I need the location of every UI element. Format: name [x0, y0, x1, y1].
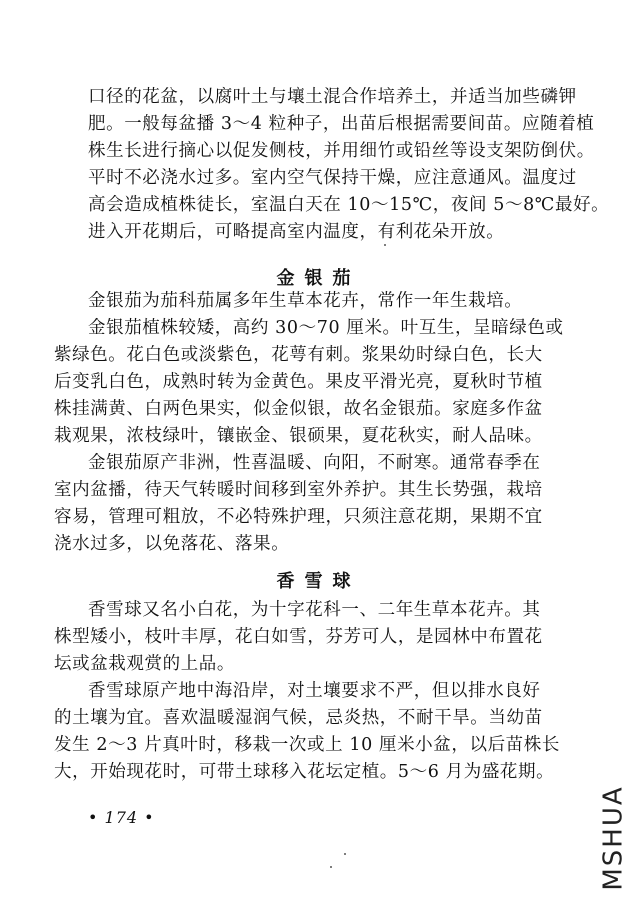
scan-speck	[344, 853, 346, 855]
text-line: 金银茄植株较矮，高约 30～70 厘米。叶互生，呈暗绿色或	[88, 318, 564, 338]
text-line: 紫绿色。花白色或淡紫色，花萼有刺。浆果幼时绿白色，长大	[54, 345, 543, 365]
watermark-text: MSHUA	[599, 785, 629, 891]
text-line: 进入开花期后，可略提高室内温度，有利花朵开放。	[88, 222, 505, 242]
text-line: 金银茄为茄科茄属多年生草本花卉，常作一年生栽培。	[88, 291, 523, 311]
text-line: 香雪球又名小白花，为十字花科一、二年生草本花卉。其	[88, 600, 541, 620]
text-line: 浇水过多，以免落花、落果。	[54, 534, 290, 554]
text-line: 株生长进行摘心以促发侧枝，并用细竹或铅丝等设支架防倒伏。	[88, 141, 595, 161]
text-line: 株挂满黄、白两色果实，似金似银，故名金银茄。家庭多作盆	[54, 399, 543, 419]
text-line: 的土壤为宜。喜欢温暖湿润气候，忌炎热，不耐干旱。当幼苗	[54, 708, 543, 728]
section-title-xiangxueqiu: 香雪球	[276, 571, 361, 592]
text-line: 坛或盆栽观赏的上品。	[54, 654, 235, 674]
page-number: • 174 •	[88, 808, 155, 827]
intro-paragraph	[88, 84, 608, 246]
section-body-jinyinqie	[54, 288, 608, 558]
text-line: 高会造成植株徒长，室温白天在 10～15℃，夜间 5～8℃最好。	[88, 195, 610, 215]
scan-speck	[330, 866, 332, 868]
text-line: 室内盆播，待天气转暖时间移到室外养护。其生长势强，栽培	[54, 480, 543, 500]
text-line: 香雪球原产地中海沿岸，对土壤要求不严，但以排水良好	[88, 681, 541, 701]
text-line: 容易，管理可粗放，不必特殊护理，只须注意花期，果期不宜	[54, 507, 543, 527]
scan-speck	[384, 244, 386, 246]
text-line: 平时不必浇水过多。室内空气保持干燥，应注意通风。温度过	[88, 168, 577, 188]
text-line: 株型矮小，枝叶丰厚，花白如雪，芬芳可人，是园林中布置花	[54, 627, 543, 647]
text-line: 栽观果，浓枝绿叶，镶嵌金、银硕果，夏花秋实，耐人品味。	[54, 426, 543, 446]
watermark	[594, 785, 634, 891]
section-body-xiangxueqiu	[54, 597, 608, 786]
text-line: 发生 2～3 片真叶时，移栽一次或上 10 厘米小盆，以后苗株长	[54, 735, 560, 755]
section-title-jinyinqie: 金银茄	[276, 268, 361, 289]
text-line: 后变乳白色，成熟时转为金黄色。果皮平滑光亮，夏秋时节植	[54, 372, 543, 392]
text-line: 口径的花盆，以腐叶土与壤土混合作培养土，并适当加些磷钾	[88, 87, 577, 107]
text-line: 金银茄原产非洲，性喜温暖、向阳，不耐寒。通常春季在	[88, 453, 541, 473]
text-line: 肥。一般每盆播 3～4 粒种子，出苗后根据需要间苗。应随着植	[88, 114, 595, 134]
text-line: 大，开始现花时，可带土球移入花坛定植。5～6 月为盛花期。	[54, 762, 555, 782]
